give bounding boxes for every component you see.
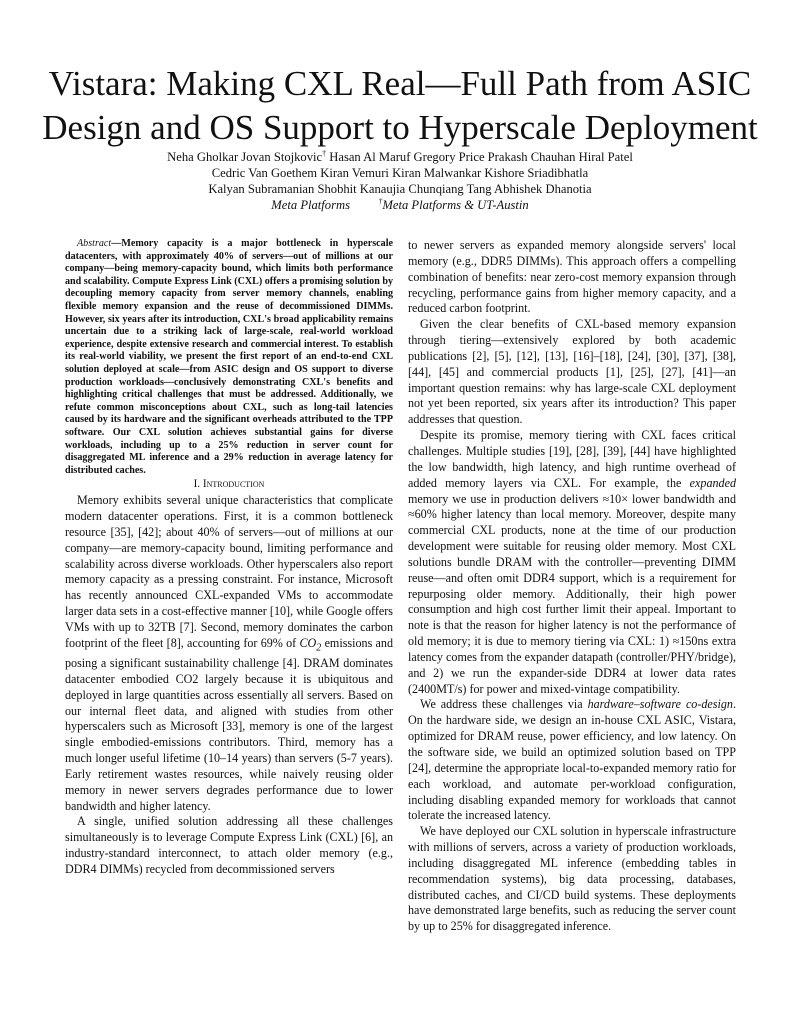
text-run: We address these challenges via <box>420 697 588 712</box>
emphasis: expanded <box>689 475 736 490</box>
abstract <box>65 238 393 477</box>
title-line-1: Vistara: Making CXL Real—Full Path from ASIC <box>48 64 752 103</box>
text-run: Despite its promise, memory tiering with CXL faces critical challenges. Multiple studies [19], [28], [39], [44] have highlighted the low bandwidth, high latency, and high runtime overhead of added memory layers via CXL. For example, the <box>408 428 736 490</box>
author-line-3: Kalyan Subramanian Shobhit Kanaujia Chunqiang Tang Abhishek Dhanotia <box>208 182 592 196</box>
authors-first: Neha Gholkar Jovan Stojkovic <box>167 150 323 164</box>
emphasis: hardware–software co-design <box>587 697 733 712</box>
affiliation-2-mark: † <box>378 196 383 206</box>
affiliation-2: Meta Platforms & UT-Austin <box>382 198 529 212</box>
section-title: Introduction <box>202 478 265 491</box>
intro-paragraph-4 <box>408 428 736 697</box>
co2-symbol <box>299 635 322 654</box>
authors-rest: Hasan Al Maruf Gregory Price Prakash Chauhan Hiral Patel <box>326 150 633 164</box>
paper-title <box>0 62 800 150</box>
co2-text: CO <box>299 635 317 650</box>
abstract-label: Abstract <box>77 238 112 249</box>
author-line-1 <box>0 149 800 165</box>
text-run: . On the hardware side, we design an in-house CXL ASIC, Vistara, optimized for DRAM reuse, power efficiency, and low latency. On the software side, we build an optimized solution based on TPP [24], determine the appropriate local-to-expanded memory ratio for each workload, and automate per-workload configuration, including disabling expanded memory for workloads that cannot tolerate the increased latency. <box>408 697 736 823</box>
section-heading-introduction <box>65 477 393 493</box>
affiliation-1: Meta Platforms <box>271 198 351 212</box>
intro-paragraph-5 <box>408 697 736 824</box>
intro-paragraph-1 <box>65 493 393 814</box>
text-run: Memory exhibits several unique characteristics that complicate modern datacenter operations. First, it is a common bottleneck resource [35], [42]; about 40% of servers—out of millions at our company—are memory-capacity bound, limiting performance and scalability across diverse workloads. Other hyperscalers also report memory capacity as a pressing constraint. For instance, Microsoft has recently announced CXL-expanded VMs to accommodate larger data sets in a cost-effective manner [10], while Google offers VMs with up to 32TB [7]. Second, memory dominates the carbon footprint of the fleet [8], accounting for 69% of <box>65 493 393 650</box>
affiliations <box>0 197 800 213</box>
intro-paragraph-6: We have deployed our CXL solution in hyperscale infrastructure with millions of servers, across a variety of production workloads, including disaggregated ML inference (embedding tables in recommendation systems), big data processing, databases, distributed caches, and CI/CD build systems. These deployments have demonstrated large benefits, such as reducing the server count by up to 25% for disaggregated inference. <box>408 824 736 934</box>
co2-subscript: 2 <box>316 642 322 654</box>
author-block <box>0 149 800 213</box>
section-number: I. <box>193 478 201 491</box>
right-column <box>408 238 736 935</box>
text-run: memory we use in production delivers ≈10× lower bandwidth and ≈60% higher latency than local memory. Moreover, despite many commercial CXL products, none at the time of our production development were suitable for reusing older memory. Most CXL solutions bundle DRAM with the controller—preventing DIMM reuse—and often omit DDR4 support, which is a requirement for repurposing older memory. Additionally, their high power consumption and high cost further limit their appeal. Important to note is that the reason for higher latency is not the performance of old memory; it is due to memory tiering via CXL: 1) ≈150ns extra latency comes from the expander datapath (controller/PHY/bridge), and 2) we run the expander-side DDR4 at lower data rates (2400MT/s) for power and mixed-vintage compatibility. <box>408 491 736 696</box>
abstract-text: —Memory capacity is a major bottleneck in hyperscale datacenters, with approximately 40% of servers—out of millions at our company—being memory-capacity bound, which limits both performance and scalability. Compute Express Link (CXL) offers a promising solution by decoupling memory capacity from server memory channels, enabling flexible memory expansion and the reuse of decommissioned DIMMs. However, six years after its introduction, CXL's broad applicability remains uncertain due to a striking lack of large-scale, real-world workload experience, despite extensive research and commercial interest. To establish its real-world viability, we present the first report of an end-to-end CXL solution deployed at scale—from ASIC design and OS support to diverse production workloads—conclusively demonstrating CXL's benefits and highlighting critical challenges that must be addressed. Additionally, we refute common misconceptions about CXL, such as long-tail latencies caused by its hardware and the significant overheads attributed to the TPP software. Our CXL solution achieves substantial gains for diverse workloads, including up to a 25% reduction in server count for disaggregated ML inference and a 29% reduction in average latency for distributed caches. <box>65 238 394 476</box>
intro-paragraph-2-cont: to newer servers as expanded memory alongside servers' local memory (e.g., DDR5 DIMMs). This approach offers a compelling combination of benefits: near zero-cost memory expansion through recycling, performance gains from higher memory capacity, and a reduced carbon footprint. <box>408 238 736 316</box>
text-run: emissions and posing a significant sustainability challenge [4]. DRAM dominates datacenter embodied CO2 largely because it is ubiquitous and deployed in large quantities across essentially all servers. Based on our internal fleet data, and aligned with studies from other hyperscalers such as Microsoft [33], memory is one of the largest single embodied-emissions contributors. Third, memory has a much longer useful lifetime (10–14 years) than servers (5-7 years). Early retirement wastes resources, while naively reusing older memory in newer servers degrades performance due to lower bandwidth and higher latency. <box>65 635 393 813</box>
left-column <box>65 238 393 878</box>
intro-paragraph-3: Given the clear benefits of CXL-based memory expansion through tiering—extensively explored by both academic publications [2], [5], [12], [13], [16]–[18], [24], [30], [37], [38], [44], [45] and commercial products [1], [25], [27], [41]—an important question remains: why has large-scale CXL deployment not yet been reported, six years after its introduction? This paper addresses that question. <box>408 317 736 427</box>
intro-paragraph-2: A single, unified solution addressing all these challenges simultaneously is to leverage Compute Express Link (CXL) [6], an industry-standard interconnect, to attach older memory (e.g., DDR4 DIMMs) recycled from decommissioned servers <box>65 814 393 876</box>
author-line-2: Cedric Van Goethem Kiran Vemuri Kiran Malwankar Kishore Sriadibhatla <box>211 166 589 180</box>
affiliation-mark: † <box>322 148 327 158</box>
title-line-2: Design and OS Support to Hyperscale Deployment <box>42 108 758 147</box>
